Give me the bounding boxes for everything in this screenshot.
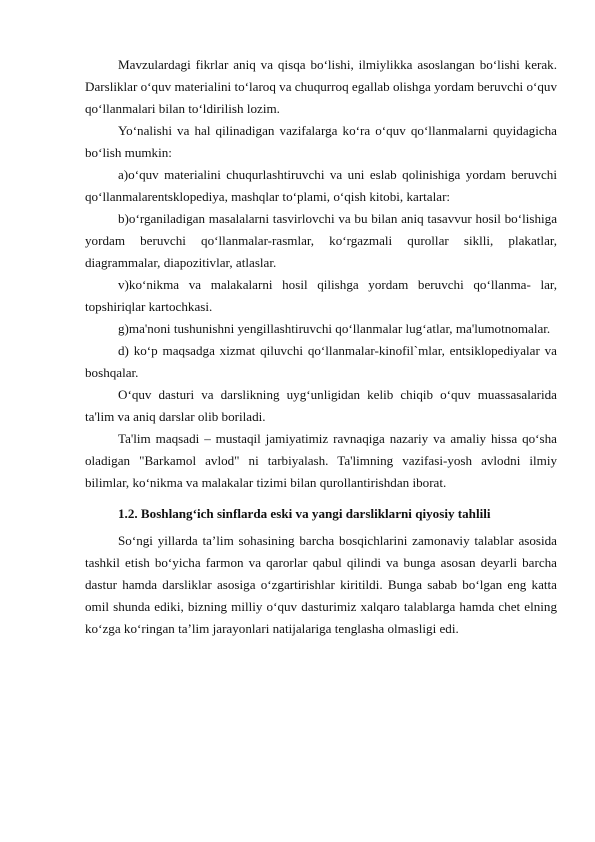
document-page [85,54,557,640]
paragraph: Mavzulardagi fikrlar aniq va qisqa bo‘lishi, ilmiylikka asoslangan bo‘lishi kerak. Darsliklar o‘quv materialini to‘laroq va chuqurroq egallab olishga yordam beruvchi o‘quv qo‘llanmalari bilan to‘ldirilish lozim. [85,57,557,116]
section-heading: 1.2. Boshlang‘ich sinflarda eski va yangi darsliklarni qiyosiy tahlili [118,506,491,521]
list-item: a)o‘quv materialini chuqurlashtiruvchi va uni eslab qolinishiga yordam beruvchi qo‘llanmalarentsklopediya, mashqlar to‘plami, o‘qish kitobi, kartalar: [85,167,557,204]
paragraph: So‘ngi yillarda ta’lim sohasining barcha bosqichlarini zamonaviy talablar asosida tashkil etish bo‘yicha farmon va qarorlar qabul qilindi va bunga asosan deyarli barcha dastur hamda darsliklar asosiga o‘zgartirishlar kiritildi. Bunga sabab bo‘lgan eng katta omil shunda ediki, bizning milliy o‘quv dasturimiz xalqaro talablarga hamda chet elning ko‘zga ko‘ringan ta’lim jarayonlari natijalariga tenglasha olmasligi edi. [85,533,557,636]
list-item: b)o‘rganiladigan masalalarni tasvirlovchi va bu bilan aniq tasavvur hosil bo‘lishiga yordam beruvchi qo‘llanmalar-rasmlar, ko‘rgazmali qurollar siklli, plakatlar, diagrammalar, diapozitivlar, atlaslar. [85,211,557,270]
list-item: v)ko‘nikma va malakalarni hosil qilishga yordam beruvchi qo‘llanma- lar, topshiriqlar kartochkasi. [85,277,557,314]
paragraph: Ta'lim maqsadi – mustaqil jamiyatimiz ravnaqiga nazariy va amaliy hissa qo‘sha oladigan "Barkamol avlod" ni tarbiyalash. Ta'limning vazifasi-yosh avlodni ilmiy bilimlar, ko‘nikma va malakalar tizimi bilan qurollantirishdan iborat. [85,431,557,490]
list-item: g)ma'noni tushunishni yengillashtiruvchi qo‘llanmalar lug‘atlar, ma'lumotnomalar. [118,321,551,336]
list-item: d) ko‘p maqsadga xizmat qiluvchi qo‘llanmalar-kinofil`mlar, entsiklopediyalar va boshqalar. [85,343,557,380]
paragraph: O‘quv dasturi va darslikning uyg‘unligidan kelib chiqib o‘quv muassasalarida ta'lim va aniq darslar olib boriladi. [85,387,557,424]
paragraph: Yo‘nalishi va hal qilinadigan vazifalarga ko‘ra o‘quv qo‘llanmalarni quyidagicha bo‘lish mumkin: [85,123,557,160]
